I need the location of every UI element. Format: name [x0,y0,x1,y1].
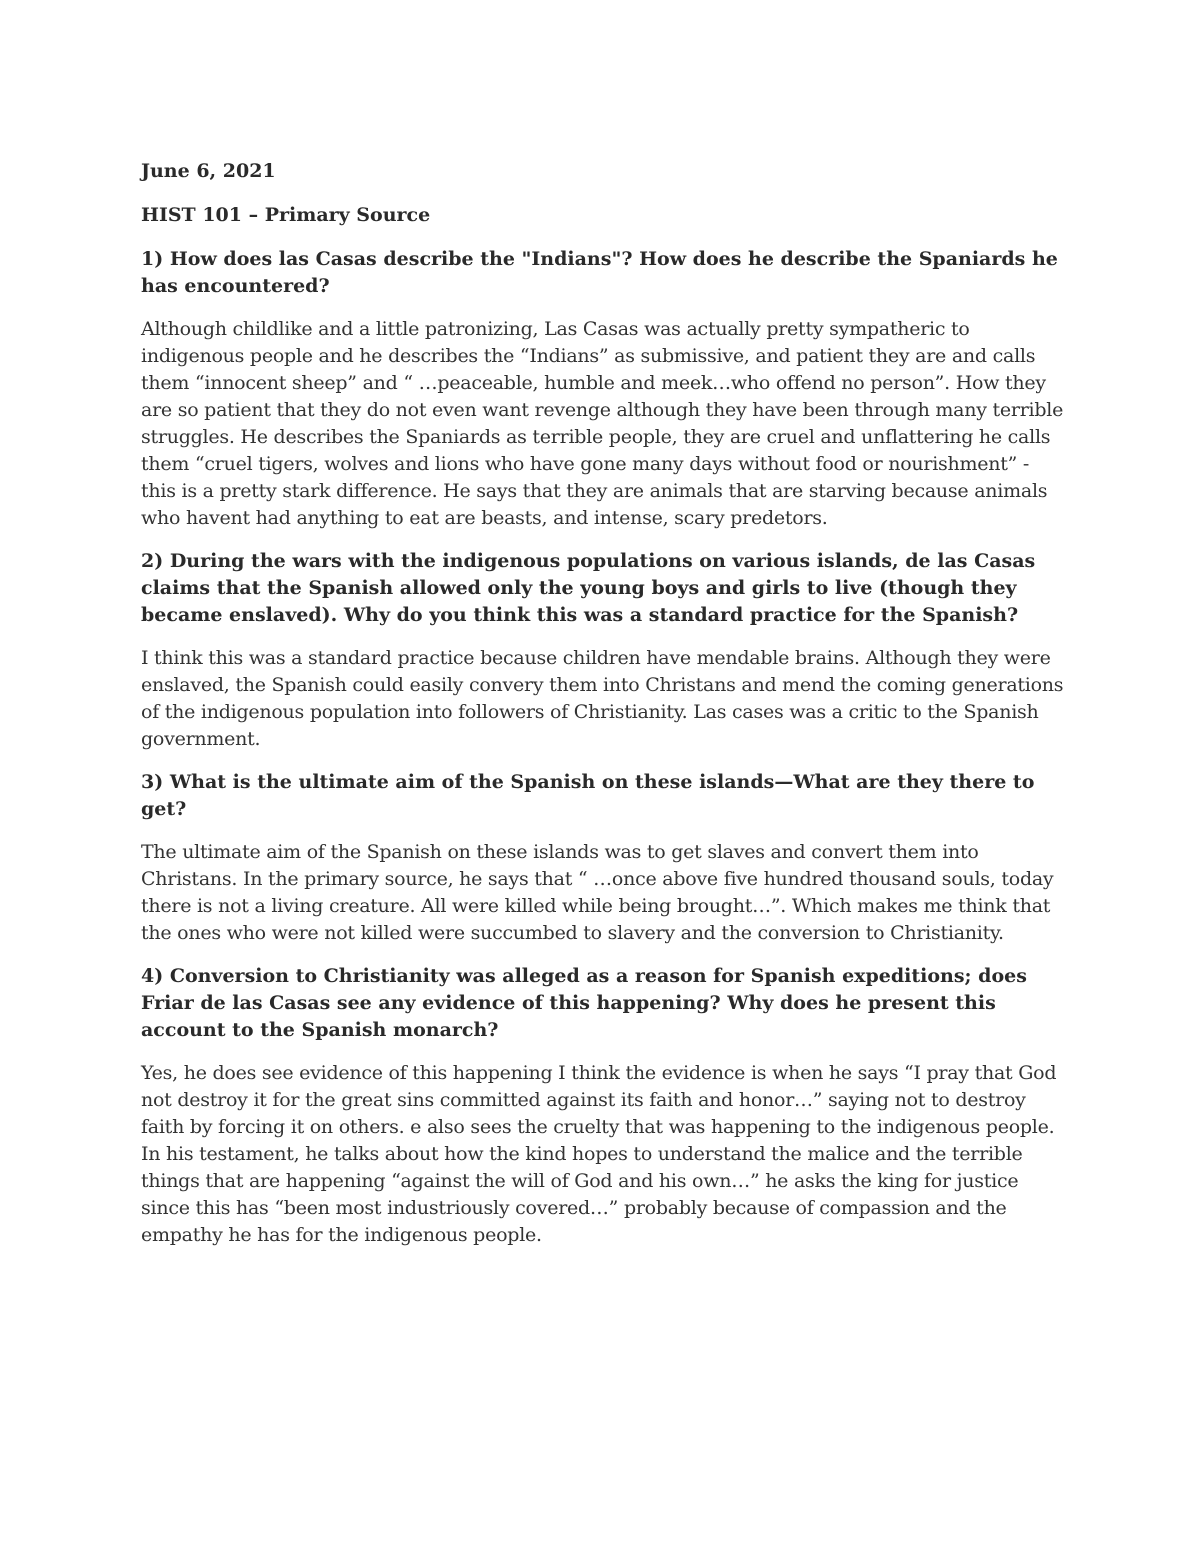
question-3: 3) What is the ultimate aim of the Spanish on these islands—What are they there to get? [141,771,1035,820]
question-2: 2) During the wars with the indigenous populations on various islands, de las Casas claims that the Spanish allowed only the young boys and girls to live (though they became enslaved). Why do you think this was a standard practice for the Spanish? [141,550,1036,626]
answer-3: The ultimate aim of the Spanish on these islands was to get slaves and convert them into Christans. In the primary source, he says that “ …once above five hundred thousand souls, today there is not a living creature. All were killed while being brought…”. Which makes me think that the ones who were not killed were succumbed to slavery and the conversion to Christianity. [141,841,1054,944]
document-page [141,158,1066,1265]
course-title: HIST 101 – Primary Source [141,204,431,226]
document-date: June 6, 2021 [141,160,276,182]
question-1: 1) How does las Casas describe the "Indians"? How does he describe the Spaniards he has encountered? [141,248,1058,297]
question-4: 4) Conversion to Christianity was alleged as a reason for Spanish expeditions; does Friar de las Casas see any evidence of this happening? Why does he present this account to the Spanish monarch? [141,965,1027,1041]
answer-4: Yes, he does see evidence of this happening I think the evidence is when he says “I pray that God not destroy it for the great sins committed against its faith and honor…” saying not to destroy faith by forcing it on others. e also sees the cruelty that was happening to the indigenous people. In his testament, he talks about how the kind hopes to understand the malice and the terrible things that are happening “against the will of God and his own…” he asks the king for justice since this has “been most industriously covered…” probably because of compassion and the empathy he has for the indigenous people. [141,1062,1057,1246]
answer-2: I think this was a standard practice because children have mendable brains. Although they were enslaved, the Spanish could easily convery them into Christans and mend the coming generations of the indigenous population into followers of Christianity. Las cases was a critic to the Spanish government. [141,647,1064,750]
answer-1: Although childlike and a little patronizing, Las Casas was actually pretty sympatheric to indigenous people and he describes the “Indians” as submissive, and patient they are and calls them “innocent sheep” and “ …peaceable, humble and meek…who offend no person”. How they are so patient that they do not even want revenge although they have been through many terrible struggles. He describes the Spaniards as terrible people, they are cruel and unflattering he calls them “cruel tigers, wolves and lions who have gone many days without food or nourishment” - this is a pretty stark difference. He says that they are animals that are starving because animals who havent had anything to eat are beasts, and intense, scary predetors. [141,318,1064,529]
